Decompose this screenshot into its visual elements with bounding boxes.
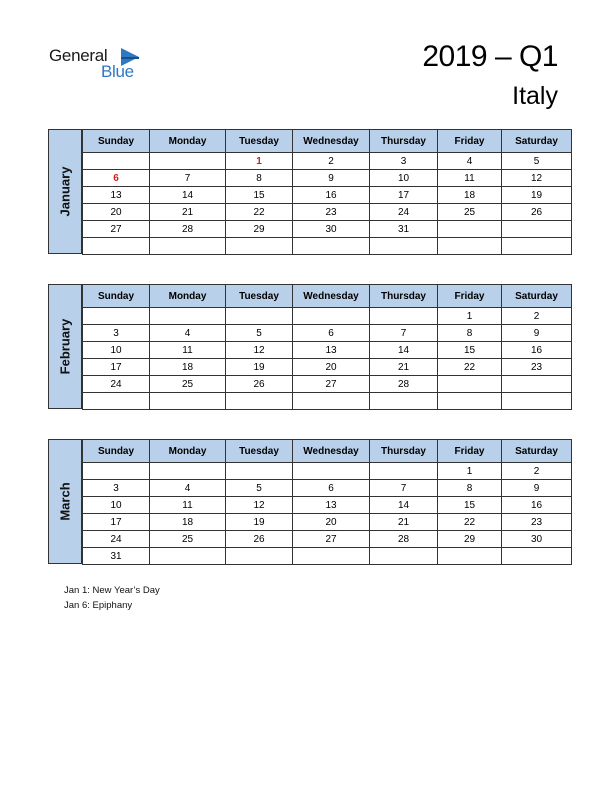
day-cell: 6	[293, 480, 370, 497]
weekday-header-row	[83, 440, 572, 463]
day-cell: 16	[502, 342, 572, 359]
empty-day-cell	[370, 238, 438, 255]
empty-day-cell	[502, 548, 572, 565]
empty-day-cell	[293, 393, 370, 410]
weekday-header: Wednesday	[293, 285, 370, 308]
day-cell: 21	[150, 204, 226, 221]
day-cell: 20	[83, 204, 150, 221]
day-cell: 22	[438, 514, 502, 531]
empty-day-cell	[502, 376, 572, 393]
empty-day-cell	[226, 238, 293, 255]
day-cell: 23	[502, 514, 572, 531]
day-cell: 14	[370, 342, 438, 359]
week-row	[83, 393, 572, 410]
week-row	[83, 359, 572, 376]
day-cell: 27	[293, 531, 370, 548]
empty-day-cell	[226, 393, 293, 410]
week-row	[83, 308, 572, 325]
day-cell: 5	[502, 153, 572, 170]
day-cell: 24	[370, 204, 438, 221]
week-row	[83, 187, 572, 204]
week-row	[83, 153, 572, 170]
month-name: January	[57, 166, 73, 217]
week-row	[83, 238, 572, 255]
empty-day-cell	[150, 463, 226, 480]
week-row	[83, 463, 572, 480]
day-cell: 26	[226, 376, 293, 393]
empty-day-cell	[150, 153, 226, 170]
month-name: March	[57, 482, 73, 521]
day-cell: 19	[502, 187, 572, 204]
day-cell: 8	[226, 170, 293, 187]
empty-day-cell	[370, 393, 438, 410]
day-cell: 9	[502, 480, 572, 497]
logo-flag-underline	[121, 57, 139, 59]
day-cell: 31	[83, 548, 150, 565]
weekday-header: Wednesday	[293, 440, 370, 463]
empty-day-cell	[370, 463, 438, 480]
weekday-header: Sunday	[83, 285, 150, 308]
month-name: February	[57, 318, 73, 375]
weekday-header: Friday	[438, 130, 502, 153]
empty-day-cell	[83, 393, 150, 410]
weekday-header: Friday	[438, 285, 502, 308]
day-cell: 11	[150, 497, 226, 514]
day-cell: 2	[502, 463, 572, 480]
day-cell: 4	[150, 325, 226, 342]
weekday-header: Thursday	[370, 130, 438, 153]
day-cell: 14	[150, 187, 226, 204]
empty-day-cell	[438, 238, 502, 255]
day-cell: 4	[150, 480, 226, 497]
weekday-header: Tuesday	[226, 285, 293, 308]
holiday-note: Jan 6: Epiphany	[64, 600, 133, 611]
empty-day-cell	[370, 308, 438, 325]
empty-day-cell	[226, 308, 293, 325]
day-cell: 28	[370, 376, 438, 393]
day-cell: 24	[83, 376, 150, 393]
day-cell: 29	[226, 221, 293, 238]
weekday-header: Thursday	[370, 440, 438, 463]
day-cell: 1	[438, 308, 502, 325]
day-cell: 20	[293, 514, 370, 531]
day-cell: 1	[438, 463, 502, 480]
weekday-header: Monday	[150, 130, 226, 153]
empty-day-cell	[150, 393, 226, 410]
weekday-header: Monday	[150, 285, 226, 308]
day-cell: 2	[502, 308, 572, 325]
weekday-header: Saturday	[502, 130, 572, 153]
empty-day-cell	[438, 221, 502, 238]
day-cell: 17	[83, 514, 150, 531]
empty-day-cell	[83, 463, 150, 480]
day-cell: 11	[438, 170, 502, 187]
day-cell: 10	[370, 170, 438, 187]
day-cell: 3	[83, 480, 150, 497]
day-cell: 24	[83, 531, 150, 548]
week-row	[83, 376, 572, 393]
empty-day-cell	[438, 393, 502, 410]
day-cell: 28	[150, 221, 226, 238]
day-cell: 18	[150, 359, 226, 376]
logo-text-blue: Blue	[101, 62, 134, 81]
day-cell: 3	[83, 325, 150, 342]
day-cell: 18	[150, 514, 226, 531]
day-cell: 8	[438, 325, 502, 342]
day-cell: 5	[226, 325, 293, 342]
empty-day-cell	[83, 238, 150, 255]
day-cell: 27	[83, 221, 150, 238]
day-cell: 9	[502, 325, 572, 342]
day-cell: 4	[438, 153, 502, 170]
day-cell: 7	[370, 325, 438, 342]
empty-day-cell	[150, 548, 226, 565]
day-cell: 22	[438, 359, 502, 376]
week-row	[83, 325, 572, 342]
month-label	[48, 284, 82, 409]
day-cell: 22	[226, 204, 293, 221]
day-cell: 5	[226, 480, 293, 497]
page-title: 2019 – Q1	[422, 40, 558, 73]
holiday-note: Jan 1: New Year’s Day	[64, 585, 160, 596]
day-cell: 8	[438, 480, 502, 497]
week-row	[83, 497, 572, 514]
day-cell: 14	[370, 497, 438, 514]
day-cell: 9	[293, 170, 370, 187]
day-cell: 11	[150, 342, 226, 359]
empty-day-cell	[502, 221, 572, 238]
day-cell: 28	[370, 531, 438, 548]
day-cell: 12	[226, 497, 293, 514]
day-cell: 30	[502, 531, 572, 548]
month-grid	[82, 129, 572, 255]
day-cell: 15	[226, 187, 293, 204]
day-cell: 3	[370, 153, 438, 170]
day-cell: 15	[438, 342, 502, 359]
empty-day-cell	[370, 548, 438, 565]
month-grid	[82, 284, 572, 410]
day-cell: 20	[293, 359, 370, 376]
month-grid	[82, 439, 572, 565]
day-cell: 13	[293, 497, 370, 514]
empty-day-cell	[293, 548, 370, 565]
day-cell: 25	[150, 376, 226, 393]
empty-day-cell	[293, 463, 370, 480]
weekday-header: Wednesday	[293, 130, 370, 153]
day-cell: 16	[293, 187, 370, 204]
week-row	[83, 342, 572, 359]
country-name: Italy	[512, 82, 558, 110]
empty-day-cell	[438, 376, 502, 393]
empty-day-cell	[226, 548, 293, 565]
day-cell: 1	[226, 153, 293, 170]
week-row	[83, 221, 572, 238]
weekday-header: Tuesday	[226, 130, 293, 153]
weekday-header: Monday	[150, 440, 226, 463]
week-row	[83, 170, 572, 187]
week-row	[83, 548, 572, 565]
month-label	[48, 439, 82, 564]
holiday-notes	[64, 583, 160, 613]
day-cell: 23	[502, 359, 572, 376]
empty-day-cell	[438, 548, 502, 565]
day-cell: 7	[370, 480, 438, 497]
weekday-header: Saturday	[502, 285, 572, 308]
generalblue-logo	[49, 44, 149, 84]
weekday-header-row	[83, 130, 572, 153]
day-cell: 27	[293, 376, 370, 393]
day-cell: 31	[370, 221, 438, 238]
week-row	[83, 480, 572, 497]
day-cell: 26	[226, 531, 293, 548]
day-cell: 19	[226, 514, 293, 531]
day-cell: 15	[438, 497, 502, 514]
empty-day-cell	[226, 463, 293, 480]
empty-day-cell	[502, 393, 572, 410]
week-row	[83, 204, 572, 221]
weekday-header: Tuesday	[226, 440, 293, 463]
empty-day-cell	[83, 153, 150, 170]
empty-day-cell	[293, 238, 370, 255]
day-cell: 21	[370, 514, 438, 531]
week-row	[83, 514, 572, 531]
day-cell: 12	[226, 342, 293, 359]
logo-text-general: General	[49, 46, 108, 65]
day-cell: 19	[226, 359, 293, 376]
day-cell: 6	[293, 325, 370, 342]
day-cell: 25	[438, 204, 502, 221]
empty-day-cell	[150, 238, 226, 255]
day-cell: 23	[293, 204, 370, 221]
empty-day-cell	[150, 308, 226, 325]
weekday-header: Friday	[438, 440, 502, 463]
day-cell: 25	[150, 531, 226, 548]
day-cell: 17	[83, 359, 150, 376]
day-cell: 13	[83, 187, 150, 204]
day-cell: 16	[502, 497, 572, 514]
empty-day-cell	[502, 238, 572, 255]
weekday-header: Thursday	[370, 285, 438, 308]
month-label	[48, 129, 82, 254]
day-cell: 12	[502, 170, 572, 187]
day-cell: 26	[502, 204, 572, 221]
day-cell: 10	[83, 342, 150, 359]
weekday-header: Saturday	[502, 440, 572, 463]
weekday-header-row	[83, 285, 572, 308]
empty-day-cell	[293, 308, 370, 325]
day-cell: 13	[293, 342, 370, 359]
weekday-header: Sunday	[83, 130, 150, 153]
day-cell: 17	[370, 187, 438, 204]
day-cell: 21	[370, 359, 438, 376]
weekday-header: Sunday	[83, 440, 150, 463]
day-cell: 10	[83, 497, 150, 514]
day-cell: 30	[293, 221, 370, 238]
day-cell: 7	[150, 170, 226, 187]
day-cell: 2	[293, 153, 370, 170]
week-row	[83, 531, 572, 548]
empty-day-cell	[83, 308, 150, 325]
day-cell: 29	[438, 531, 502, 548]
day-cell: 18	[438, 187, 502, 204]
day-cell: 6	[83, 170, 150, 187]
